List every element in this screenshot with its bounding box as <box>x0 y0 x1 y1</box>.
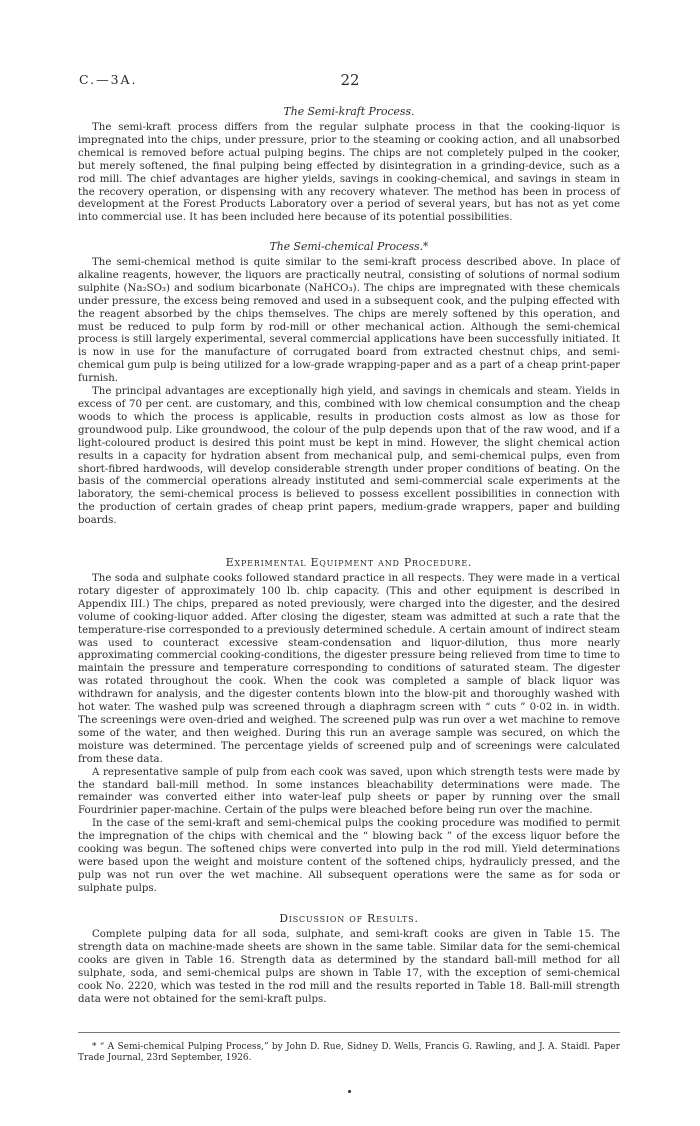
paragraph: The semi-chemical method is quite similar to the semi-kraft process described above. In place of alkaline reagents, however, the liquors are practically neutral, consisting of solutions of normal sodium sulphite (Na₂SO₃) and sodium bicarbonate (NaHCO₃). The chips are impregnated with these chemicals under pressure, the excess being removed and used in a subsequent cook, and the pulping effected with the reagent absorbed by the chips themselves. The chips are merely softened by this operation, and must be reduced to pulp form by rod-mill or other mechanical action. Although the semi-chemical process is still largely experimental, several commercial applications have been successfully initiated. It is now in use for the manufacture of corrugated board from extracted chestnut chips, and semi-chemical gum pulp is being utilized for a low-grade wrapping-paper and as a part of a cheap print-paper furnish. <box>78 257 620 385</box>
page-number: 22 <box>340 71 360 89</box>
printer-mark <box>348 1090 351 1093</box>
footnote <box>78 1042 620 1064</box>
section-body-experimental <box>78 573 620 896</box>
paragraph: In the case of the semi-kraft and semi-chemical pulps the cooking procedure was modified to permit the impregnation of the chips with chemical and the “ blowing back ” of the excess liquor before the cooking was begun. The softened chips were converted into pulp in the rod mill. Yield determinations were based upon the weight and moisture content of the softened chips, hydraulicly pressed, and the pulp was not run over the wet machine. All subsequent operations were the same as for soda or sulphate pulps. <box>78 818 620 894</box>
paragraph: The semi-kraft process differs from the regular sulphate process in that the cooking-liquor is impregnated into the chips, under pressure, prior to the steaming or cooking action, and all unabsorbed chemical is removed before actual pulping begins. The chips are not completely pulped in the cooker, but merely softened, the final pulping being effected by disintegration in a grinding-device, such as a rod mill. The chief advantages are higher yields, savings in cooking-chemical, and savings in steam in the recovery operation, or dispensing with any recovery whatever. The method has been in process of development at the Forest Products Laboratory over a period of several years, but has not as yet come into commercial use. It has been included here because of its potential possibilities. <box>78 122 620 224</box>
paragraph: The principal advantages are exceptionally high yield, and savings in chemicals and steam. Yields in excess of 70 per cent. are customary, and this, combined with low chemical consumption and the cheap woods to which the process is applicable, results in production costs almost as low as those for groundwood pulp. Like groundwood, the colour of the pulp depends upon that of the raw wood, and if a light-coloured product is desired this point must be kept in mind. However, the slight chemical action results in a capacity for hydration absent from mechanical pulp, and semi-chemical pulps, even from short-fibred hardwoods, will develop considerable strength under proper conditions of beating. On the basis of the commercial operations already instituted and semi-commercial scale experiments at the laboratory, the semi-chemical process is believed to possess excellent possibilities in connection with the production of certain grades of cheap print papers, medium-grade wrappers, paper and building boards. <box>78 386 620 527</box>
paragraph: Complete pulping data for all soda, sulphate, and semi-kraft cooks are given in Table 15. The strength data on machine-made sheets are shown in the same table. Similar data for the semi-chemical cooks are given in Table 16. Strength data as determined by the standard ball-mill method for all sulphate, soda, and semi-chemical pulps are shown in Table 17, with the exception of semi-chemical cook No. 2220, which was tested in the rod mill and the results reported in Table 18. Ball-mill strength data were not obtained for the semi-kraft pulps. <box>78 929 620 1005</box>
footnote-rule <box>78 1032 620 1033</box>
footnote-text: * “ A Semi-chemical Pulping Process,” by John D. Rue, Sidney D. Wells, Francis G. Rawling, and J. A. Staidl. Paper Trade Journal, 23rd September, 1926. <box>78 1042 620 1063</box>
section-title-semi-chemical: The Semi-chemical Process.* <box>269 240 429 253</box>
paragraph: A representative sample of pulp from each cook was saved, upon which strength tests were made by the standard ball-mill method. In some instances bleachability determinations were made. The remainder was converted either into water-leaf pulp sheets or paper by running over the small Fourdrinier paper-machine. Certain of the pulps were bleached before being run over the machine. <box>78 766 620 817</box>
section-title-semi-kraft: The Semi-kraft Process. <box>283 105 415 118</box>
section-body-semi-kraft <box>78 122 620 225</box>
report-code: C.—3A. <box>79 72 138 87</box>
paragraph: The soda and sulphate cooks followed standard practice in all respects. They were made in a vertical rotary digester of approximately 100 lb. chip capacity. (This and other equipment is described in Appendix III.) The chips, prepared as noted previously, were charged into the digester, and the desired volume of cooking-liquor added. After closing the digester, steam was admitted at such a rate that the temperature-rise corresponded to a previously determined schedule. A certain amount of indirect steam was used to counteract excessive steam-condensation and liquor-dilution, thus more nearly approximating commercial cooking-conditions, the digester pressure being relieved from time to time to maintain the pressure and temperature corresponding to conditions of saturated steam. The digester was rotated throughout the cook. When the cook was completed a sample of black liquor was withdrawn for analysis, and the digester contents blown into the blow-pit and thoroughly washed with hot water. The washed pulp was screened through a diaphragm screen with “ cuts ” 0·02 in. in width. The screenings were oven-dried and weighed. The screened pulp was run over a wet machine to remove some of the water, and then weighed. During this run an average sample was secured, on which the moisture was determined. The percentage yields of screened pulp and of screenings were calculated from these data. <box>78 573 620 765</box>
section-body-discussion <box>78 929 620 1006</box>
section-body-semi-chemical <box>78 257 620 528</box>
section-title-experimental: Experimental Equipment and Procedure. <box>225 556 473 569</box>
section-title-discussion: Discussion of Results. <box>279 912 419 925</box>
